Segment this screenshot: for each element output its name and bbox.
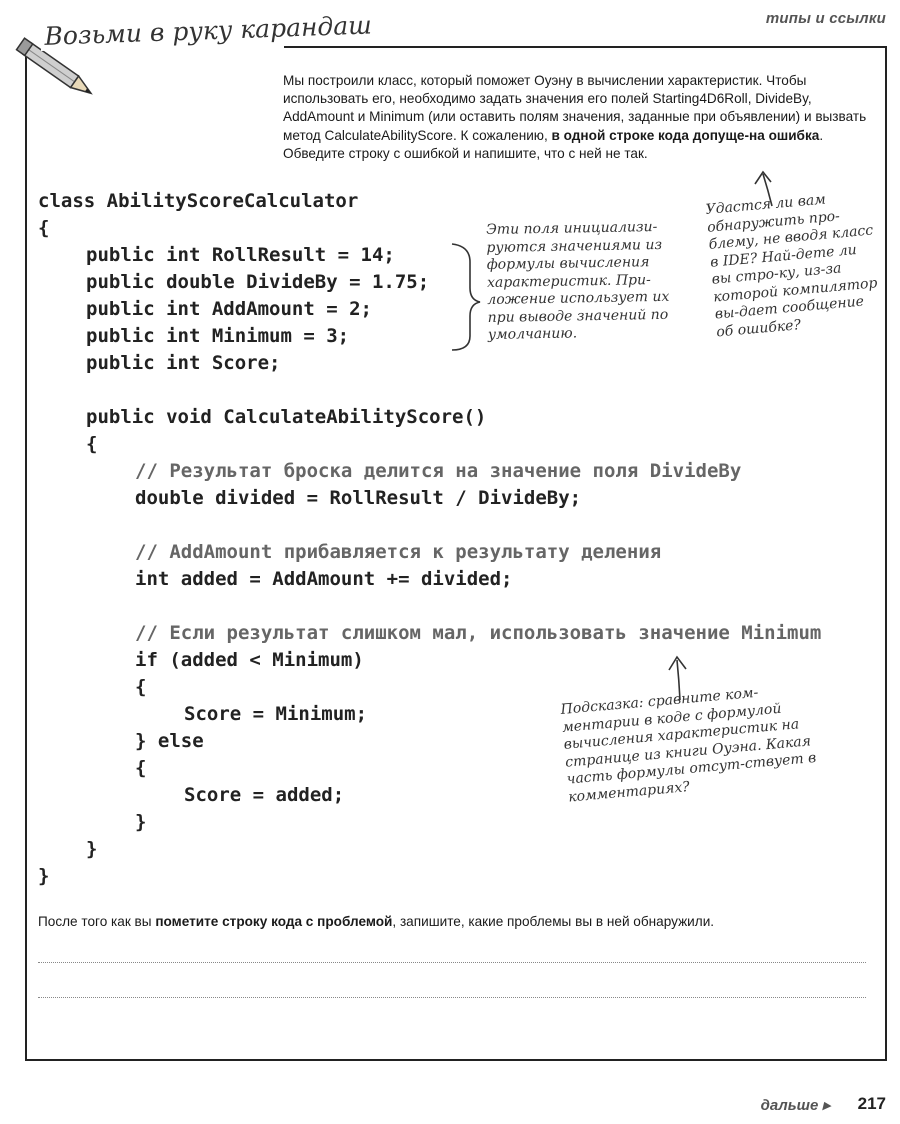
code-line[interactable]: public int Score;	[86, 352, 281, 374]
code-line[interactable]: Score = added;	[184, 784, 345, 806]
fields-brace	[452, 244, 480, 350]
exercise-title: Возьми в руку карандаш	[40, 10, 378, 51]
running-header: типы и ссылки	[765, 10, 886, 27]
code-line[interactable]: class AbilityScoreCalculator	[38, 190, 359, 212]
code-line[interactable]: double divided = RollResult / DivideBy;	[135, 487, 582, 509]
note-fields: Эти поля инициализи-руются значениями из формулы вычисления характеристик. При-ложение использует их при выводе значений по умолчанию.	[486, 219, 670, 343]
code-line[interactable]: }	[86, 838, 98, 860]
code-line[interactable]: Score = Minimum;	[184, 703, 368, 725]
code-line[interactable]: public void CalculateAbilityScore()	[86, 406, 487, 428]
ide-arrow-head	[755, 172, 771, 184]
answer-line-1[interactable]	[38, 962, 866, 963]
answer-instruction: После того как вы пометите строку кода с проблемой, запишите, какие проблемы вы в ней обнаружили.	[38, 914, 715, 929]
code-line[interactable]: {	[38, 217, 50, 239]
hint-arrow	[677, 660, 680, 700]
code-line[interactable]: }	[38, 865, 50, 887]
code-line[interactable]: } else	[135, 730, 204, 752]
code-line[interactable]: if (added < Minimum)	[135, 649, 364, 671]
code-comment[interactable]: // AddAmount прибавляется к результату деления	[135, 541, 662, 563]
next-page-link[interactable]: дальше ▸	[760, 1097, 830, 1114]
page-number: 217	[857, 1094, 886, 1113]
code-line[interactable]: public int Minimum = 3;	[86, 325, 350, 347]
code-line[interactable]: {	[135, 757, 147, 779]
code-line[interactable]: public int RollResult = 14;	[86, 244, 395, 266]
code-line[interactable]: int added = AddAmount += divided;	[135, 568, 513, 590]
code-comment[interactable]: // Результат броска делится на значение поля DivideBy	[135, 460, 742, 482]
exercise-intro: Мы построили класс, который поможет Оуэну в вычислении характеристик. Чтобы использовать его, необходимо задать значения его полей Starting4D6Roll, DivideBy, AddAmount и Minimum (или оставить полям значения, заданные при объявлении) и вызвать метод CalculateAbilityScore. К сожалению, в одной строке кода допуще-на ошибка. Обведите строку с ошибкой и напишите, что с ней не так.	[283, 73, 867, 161]
code-line[interactable]: {	[86, 433, 98, 455]
code-comment[interactable]: // Если результат слишком мал, использовать значение Minimum	[135, 622, 822, 644]
note-ide: Удастся ли вам обнаружить про-блему, не вводя класс в IDE? Най-дете ли вы стро-ку, из-за которой компилятор вы-дает сообщение об ошибке?	[705, 191, 879, 340]
code-line[interactable]: public int AddAmount = 2;	[86, 298, 372, 320]
code-line[interactable]: {	[135, 676, 147, 698]
code-line[interactable]: }	[135, 811, 147, 833]
code-line[interactable]: public double DivideBy = 1.75;	[86, 271, 430, 293]
answer-line-2[interactable]	[38, 997, 866, 998]
note-hint: Подсказка: сравните ком-ментарии в коде с формулой вычисления характеристик на странице из книги Оуэна. Какая часть формулы отсут-ствует в комментариях?	[560, 684, 817, 806]
